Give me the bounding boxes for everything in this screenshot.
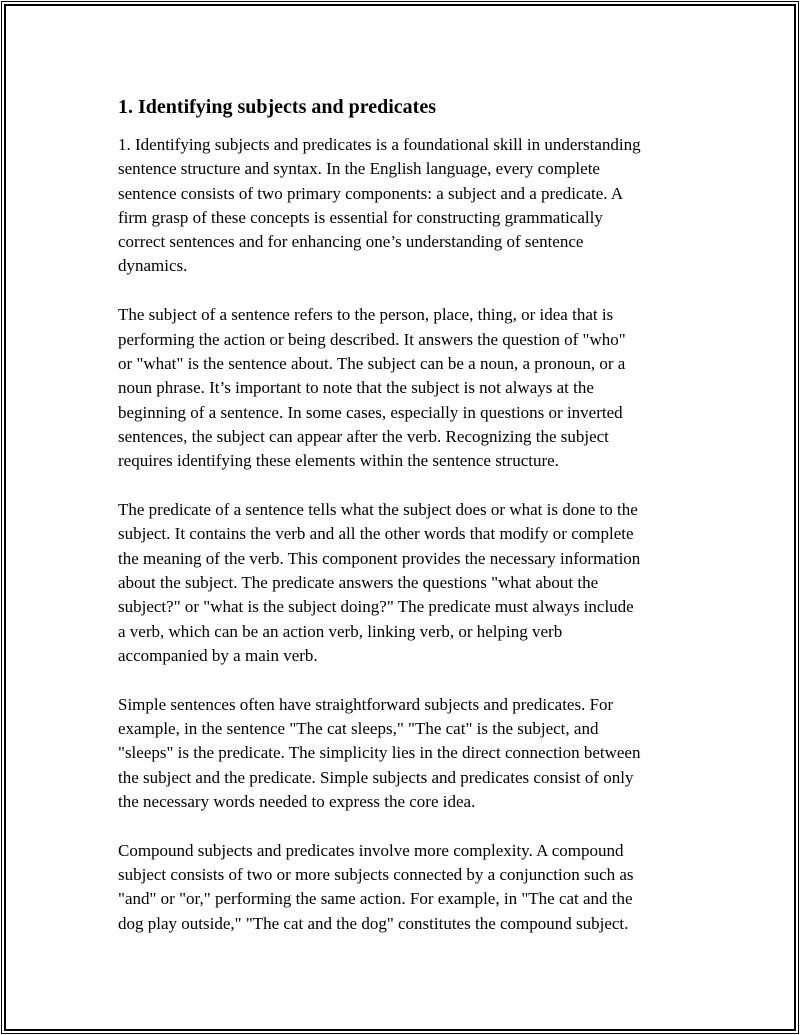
paragraph-subject: The subject of a sentence refers to the person, place, thing, or idea that is performing the action or being described. It answers the question of "who" or "what" is the sentence about. The subject can be a noun, a pronoun, or a noun phrase. It’s important to note that the subject is not always at the beginning of a sentence. In some cases, especially in questions or inverted sentences, the subject can appear after the verb. Recognizing the subject requires identifying these elements within the sentence structure. xyxy=(118,305,626,471)
paragraph-simple-sentences: Simple sentences often have straightforward subjects and predicates. For example, in the sentence "The cat sleeps," "The cat" is the subject, and "sleeps" is the predicate. The simplicity lies in the direct connection between the subject and the predicate. Simple subjects and predicates consist of only the necessary words needed to express the core idea. xyxy=(118,694,641,811)
paragraph-intro: 1. Identifying subjects and predicates is a foundational skill in understanding sentence structure and syntax. In the English language, every complete sentence consists of two primary components: a subject and a predicate. A firm grasp of these concepts is essential for constructing grammatically correct sentences and for enhancing one’s understanding of sentence dynamics. xyxy=(118,135,641,276)
section-heading: 1. Identifying subjects and predicates xyxy=(118,96,436,118)
paragraph-predicate: The predicate of a sentence tells what the subject does or what is done to the subject. It contains the verb and all the other words that modify or complete the meaning of the verb. This component provides the necessary information about the subject. The predicate answers the questions "what about the subject?" or "what is the subject doing?" The predicate must always include a verb, which can be an action verb, linking verb, or helping verb accompanied by a main verb. xyxy=(118,500,641,665)
document-body xyxy=(118,94,688,961)
paragraph-compound: Compound subjects and predicates involve more complexity. A compound subject consists of two or more subjects connected by a conjunction such as "and" or "or," performing the same action. For example, in "The cat and the dog play outside," "The cat and the dog" constitutes the compound subject. xyxy=(118,840,634,933)
